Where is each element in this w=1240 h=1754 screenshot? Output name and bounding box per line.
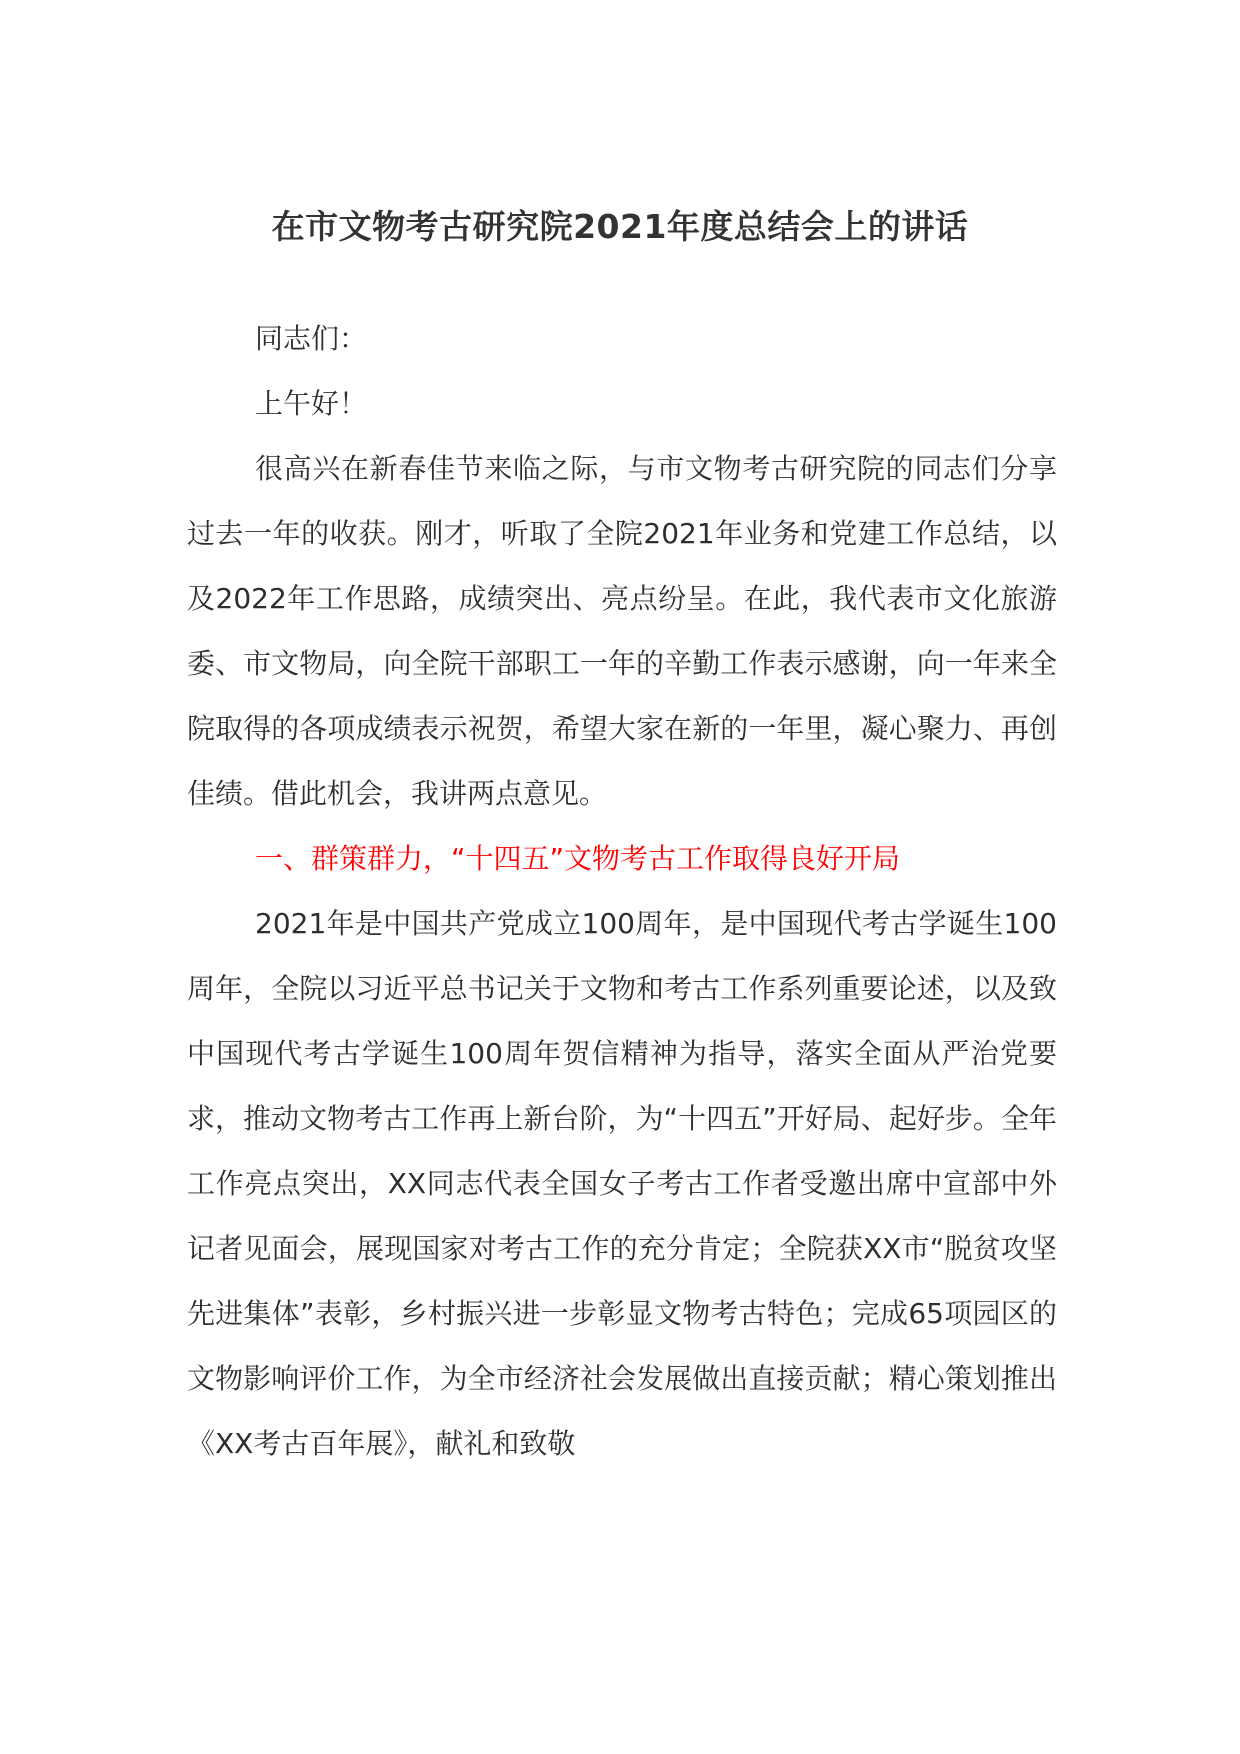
document-title: 在市文物考古研究院2021年度总结会上的讲话 [271,207,969,246]
greeting: 上午好！ [255,387,368,420]
section-paragraph: 2021年是中国共产党成立100周年，是中国现代考古学诞生100周年，全院以习近平总书记关于文物和考古工作系列重要论述，以及致中国现代考古学诞生100周年贺信精神为指导，落实全面从严治党要求，推动文物考古工作再上新台阶，为“十四五”开好局、起好步。全年工作亮点突出，XX同志代表全国女子考古工作者受邀出席中宣部中外记者见面会，展现国家对考古工作的充分肯定；全院获XX市“脱贫攻坚先进集体”表彰，乡村振兴进一步彰显文物考古特色；完成65项园区的文物影响评价工作，为全市经济社会发展做出直接贡献；精心策划推出《XX考古百年展》，献礼和致敬 [187,907,1057,1460]
intro-paragraph: 很高兴在新春佳节来临之际，与市文物考古研究院的同志们分享过去一年的收获。刚才，听取了全院2021年业务和党建工作总结，以及2022年工作思路，成绩突出、亮点纷呈。在此，我代表市文化旅游委、市文物局，向全院干部职工一年的辛勤工作表示感谢，向一年来全院取得的各项成绩表示祝贺，希望大家在新的一年里，凝心聚力、再创佳绩。借此机会，我讲两点意见。 [187,452,1057,810]
section-heading: 一、群策群力，“十四五”文物考古工作取得良好开局 [255,842,901,875]
salutation: 同志们： [255,322,368,355]
document-body [187,306,1057,1476]
